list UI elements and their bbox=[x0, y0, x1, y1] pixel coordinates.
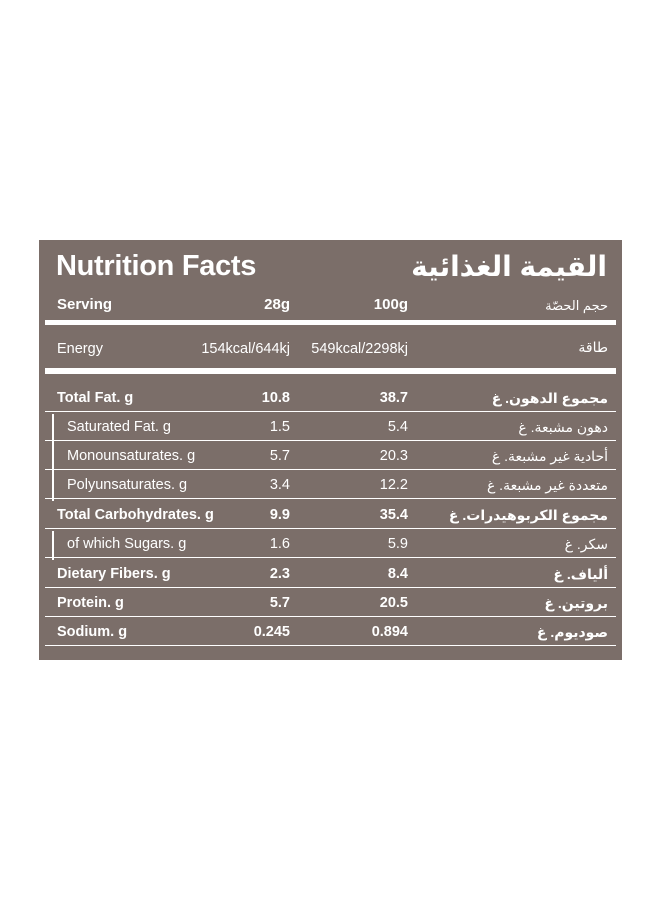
table-row bbox=[45, 502, 616, 529]
title-row bbox=[39, 240, 622, 296]
row-label-ar: ألياف. غ bbox=[553, 566, 608, 582]
serving-label-en: Serving bbox=[57, 296, 113, 313]
row-value-100g: 0.894 bbox=[371, 624, 408, 640]
row-value-28g: 1.6 bbox=[269, 536, 290, 552]
title-arabic: القيمة الغذائية bbox=[411, 251, 607, 282]
row-value-28g: 0.245 bbox=[253, 624, 290, 640]
row-label-ar: دهون مشبعة. غ bbox=[518, 419, 608, 435]
row-value-100g: 5.4 bbox=[387, 419, 408, 435]
energy-col-28g: 154kcal/644kj bbox=[201, 341, 290, 357]
row-value-28g: 5.7 bbox=[269, 448, 290, 464]
serving-label-ar: حجم الحصّة bbox=[545, 298, 608, 313]
row-value-28g: 3.4 bbox=[269, 477, 290, 493]
row-label-ar: متعددة غير مشبعة. غ bbox=[486, 477, 608, 493]
row-value-28g: 10.8 bbox=[261, 390, 290, 406]
table-row bbox=[45, 472, 616, 499]
indent-divider bbox=[52, 531, 54, 560]
row-label-ar: صوديوم. غ bbox=[536, 624, 608, 640]
energy-label-ar: طاقة bbox=[578, 339, 608, 355]
row-value-100g: 38.7 bbox=[379, 390, 408, 406]
row-value-28g: 1.5 bbox=[269, 419, 290, 435]
row-label-en: Polyunsaturates. g bbox=[67, 477, 188, 493]
row-label-en: Dietary Fibers. g bbox=[57, 566, 171, 582]
row-value-100g: 5.9 bbox=[387, 536, 408, 552]
row-label-ar: مجموع الدهون. غ bbox=[491, 390, 608, 406]
title-english: Nutrition Facts bbox=[56, 250, 257, 282]
row-label-en: of which Sugars. g bbox=[67, 536, 187, 552]
row-value-28g: 5.7 bbox=[269, 595, 290, 611]
divider-thick-energy bbox=[45, 368, 616, 374]
row-label-en: Protein. g bbox=[57, 595, 124, 611]
table-row bbox=[45, 561, 616, 588]
table-row bbox=[45, 414, 616, 441]
row-value-28g: 2.3 bbox=[269, 566, 290, 582]
row-label-ar: بروتين. غ bbox=[544, 595, 608, 611]
row-value-100g: 12.2 bbox=[379, 477, 408, 493]
indent-divider bbox=[52, 414, 54, 501]
row-label-en: Monounsaturates. g bbox=[67, 448, 196, 464]
row-value-100g: 8.4 bbox=[387, 566, 408, 582]
row-label-en: Saturated Fat. g bbox=[67, 419, 171, 435]
table-row bbox=[45, 619, 616, 646]
divider-thick-top bbox=[45, 320, 616, 325]
energy-col-100g: 549kcal/2298kj bbox=[311, 341, 408, 357]
serving-col-28g: 28g bbox=[264, 296, 290, 313]
table-row bbox=[45, 531, 616, 558]
row-label-ar: مجموع الكربوهيدرات. غ bbox=[448, 507, 608, 523]
table-row bbox=[45, 443, 616, 470]
row-label-ar: أحادية غير مشبعة. غ bbox=[491, 448, 608, 464]
table-row bbox=[45, 385, 616, 412]
energy-row bbox=[45, 328, 616, 368]
row-label-ar: سكر. غ bbox=[564, 536, 608, 552]
serving-row bbox=[39, 296, 622, 320]
energy-label-en: Energy bbox=[57, 341, 103, 357]
row-value-100g: 20.5 bbox=[379, 595, 408, 611]
nutrition-facts-panel bbox=[39, 240, 622, 660]
row-value-28g: 9.9 bbox=[269, 507, 290, 523]
row-value-100g: 20.3 bbox=[379, 448, 408, 464]
serving-col-100g: 100g bbox=[373, 296, 408, 313]
row-label-en: Sodium. g bbox=[57, 624, 128, 640]
row-label-en: Total Fat. g bbox=[57, 390, 134, 406]
table-row bbox=[45, 590, 616, 617]
row-value-100g: 35.4 bbox=[379, 507, 408, 523]
row-label-en: Total Carbohydrates. g bbox=[57, 507, 214, 523]
